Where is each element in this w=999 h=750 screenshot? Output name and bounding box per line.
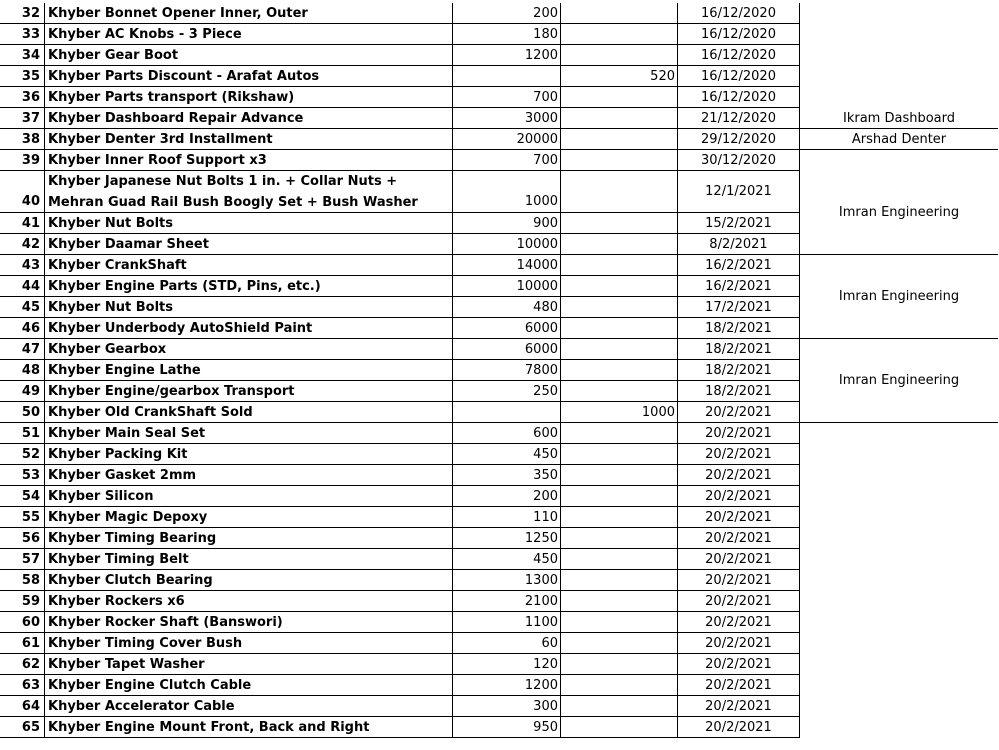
row-number-cell[interactable]: 62 [0,654,45,675]
description-cell[interactable]: Khyber Engine Clutch Cable [45,675,453,696]
expense-sheet [0,3,999,738]
credit-cell[interactable]: 520 [561,66,678,87]
amount-cell[interactable]: 480 [453,297,561,318]
note-cell[interactable]: Imran Engineering [800,255,998,339]
credit-cell[interactable] [561,276,678,297]
amount-cell[interactable]: 700 [453,87,561,108]
date-cell[interactable]: 20/2/2021 [678,675,800,696]
amount-cell[interactable]: 6000 [453,318,561,339]
amount-cell[interactable]: 450 [453,444,561,465]
credit-cell[interactable] [561,150,678,171]
row-number-cell[interactable]: 54 [0,486,45,507]
date-cell[interactable]: 30/12/2020 [678,150,800,171]
description-cell[interactable]: Khyber CrankShaft [45,255,453,276]
date-cell[interactable]: 18/2/2021 [678,318,800,339]
row-number-cell[interactable]: 64 [0,696,45,717]
credit-cell[interactable] [561,444,678,465]
credit-cell[interactable] [561,696,678,717]
table-row [0,591,999,612]
date-cell[interactable]: 20/2/2021 [678,423,800,444]
amount-cell[interactable]: 250 [453,381,561,402]
date-cell[interactable]: 16/12/2020 [678,45,800,66]
description-cell[interactable]: Khyber Nut Bolts [45,297,453,318]
note-cell[interactable]: Ikram Dashboard [800,108,998,129]
credit-cell[interactable] [561,612,678,633]
amount-cell[interactable]: 14000 [453,255,561,276]
note-cell[interactable]: Imran Engineering [800,171,998,255]
description-cell[interactable]: Khyber Engine Parts (STD, Pins, etc.) [45,276,453,297]
description-cell[interactable]: Khyber Magic Depoxy [45,507,453,528]
amount-cell[interactable]: 20000 [453,129,561,150]
date-cell[interactable]: 16/12/2020 [678,87,800,108]
date-cell[interactable]: 16/12/2020 [678,66,800,87]
description-cell[interactable]: Khyber Parts Discount - Arafat Autos [45,66,453,87]
amount-cell[interactable]: 450 [453,549,561,570]
date-cell[interactable]: 20/2/2021 [678,444,800,465]
row-number-cell[interactable]: 58 [0,570,45,591]
table-row [0,24,999,45]
table-row [0,549,999,570]
date-cell[interactable]: 18/2/2021 [678,339,800,360]
date-cell[interactable]: 20/2/2021 [678,528,800,549]
date-cell[interactable]: 20/2/2021 [678,402,800,423]
credit-cell[interactable] [561,234,678,255]
date-cell[interactable]: 20/2/2021 [678,612,800,633]
amount-cell[interactable]: 180 [453,24,561,45]
credit-cell[interactable] [561,549,678,570]
description-cell[interactable]: Khyber Gearbox [45,339,453,360]
credit-cell[interactable] [561,213,678,234]
row-number-cell[interactable]: 50 [0,402,45,423]
amount-cell[interactable]: 600 [453,423,561,444]
table-row [0,3,999,24]
description-cell[interactable]: Khyber Daamar Sheet [45,234,453,255]
row-number-cell[interactable]: 57 [0,549,45,570]
description-cell[interactable]: Khyber Rocker Shaft (Banswori) [45,612,453,633]
date-cell[interactable]: 16/12/2020 [678,24,800,45]
credit-cell[interactable] [561,318,678,339]
table-row [0,465,999,486]
row-number-cell[interactable]: 39 [0,150,45,171]
table-row [0,717,999,738]
credit-cell[interactable] [561,129,678,150]
table-row [0,150,999,171]
amount-cell[interactable]: 6000 [453,339,561,360]
description-cell[interactable]: Khyber Underbody AutoShield Paint [45,318,453,339]
row-number-cell[interactable]: 55 [0,507,45,528]
amount-cell[interactable]: 950 [453,717,561,738]
date-cell[interactable]: 20/2/2021 [678,696,800,717]
credit-cell[interactable] [561,339,678,360]
description-cell[interactable]: Khyber Main Seal Set [45,423,453,444]
date-cell[interactable]: 20/2/2021 [678,717,800,738]
amount-cell[interactable]: 200 [453,486,561,507]
row-number-cell[interactable]: 38 [0,129,45,150]
date-cell[interactable]: 20/2/2021 [678,570,800,591]
description-cell[interactable]: Khyber Engine Mount Front, Back and Right [45,717,453,738]
table-row [0,507,999,528]
row-number-cell[interactable]: 51 [0,423,45,444]
date-cell[interactable]: 16/12/2020 [678,3,800,24]
description-cell[interactable]: Khyber AC Knobs - 3 Piece [45,24,453,45]
row-number-cell[interactable]: 59 [0,591,45,612]
row-number-cell[interactable]: 49 [0,381,45,402]
description-cell[interactable]: Khyber Gasket 2mm [45,465,453,486]
credit-cell[interactable] [561,87,678,108]
date-cell[interactable]: 21/12/2020 [678,108,800,129]
row-number-cell[interactable]: 35 [0,66,45,87]
amount-cell[interactable]: 1100 [453,612,561,633]
description-cell[interactable]: Khyber Silicon [45,486,453,507]
description-cell[interactable]: Khyber Nut Bolts [45,213,453,234]
description-cell[interactable]: Khyber Rockers x6 [45,591,453,612]
amount-cell[interactable]: 60 [453,633,561,654]
date-cell[interactable]: 29/12/2020 [678,129,800,150]
description-cell[interactable]: Khyber Tapet Washer [45,654,453,675]
table-row [0,612,999,633]
row-number-cell[interactable]: 48 [0,360,45,381]
date-cell[interactable]: 8/2/2021 [678,234,800,255]
table-row [0,45,999,66]
row-number-cell[interactable]: 33 [0,24,45,45]
description-cell[interactable]: Khyber Denter 3rd Installment [45,129,453,150]
credit-cell[interactable] [561,675,678,696]
credit-cell[interactable] [561,633,678,654]
credit-cell[interactable] [561,465,678,486]
credit-cell[interactable] [561,360,678,381]
table-row [0,696,999,717]
description-cell[interactable]: Khyber Gear Boot [45,45,453,66]
row-number-cell[interactable]: 52 [0,444,45,465]
credit-cell[interactable] [561,255,678,276]
date-cell[interactable]: 20/2/2021 [678,465,800,486]
credit-cell[interactable] [561,507,678,528]
description-cell[interactable]: Khyber Timing Cover Bush [45,633,453,654]
amount-cell[interactable]: 7800 [453,360,561,381]
credit-cell[interactable] [561,3,678,24]
row-number-cell[interactable]: 61 [0,633,45,654]
description-cell[interactable]: Khyber Engine/gearbox Transport [45,381,453,402]
date-cell[interactable]: 12/1/2021 [678,171,800,213]
description-cell[interactable]: Khyber Packing Kit [45,444,453,465]
table-row [0,633,999,654]
row-number-cell[interactable]: 45 [0,297,45,318]
amount-cell[interactable]: 110 [453,507,561,528]
amount-cell[interactable]: 10000 [453,276,561,297]
row-number-cell[interactable]: 40 [0,171,45,213]
table-row [0,87,999,108]
amount-cell[interactable]: 1200 [453,675,561,696]
row-number-cell[interactable]: 41 [0,213,45,234]
date-cell[interactable]: 15/2/2021 [678,213,800,234]
row-number-cell[interactable]: 44 [0,276,45,297]
amount-cell[interactable]: 1250 [453,528,561,549]
date-cell[interactable]: 17/2/2021 [678,297,800,318]
row-number-cell[interactable]: 32 [0,3,45,24]
credit-cell[interactable] [561,717,678,738]
date-cell[interactable]: 20/2/2021 [678,549,800,570]
amount-cell[interactable]: 700 [453,150,561,171]
credit-cell[interactable] [561,24,678,45]
table-row [0,486,999,507]
amount-cell[interactable]: 3000 [453,108,561,129]
row-number-cell[interactable]: 65 [0,717,45,738]
amount-cell[interactable]: 900 [453,213,561,234]
credit-cell[interactable] [561,528,678,549]
amount-cell[interactable]: 1200 [453,45,561,66]
row-number-cell[interactable]: 36 [0,87,45,108]
table-row [0,675,999,696]
table-row [0,570,999,591]
amount-cell[interactable]: 1300 [453,570,561,591]
description-cell[interactable]: Khyber Inner Roof Support x3 [45,150,453,171]
row-number-cell[interactable]: 60 [0,612,45,633]
credit-cell[interactable]: 1000 [561,402,678,423]
date-cell[interactable]: 20/2/2021 [678,591,800,612]
credit-cell[interactable] [561,297,678,318]
amount-cell[interactable] [453,402,561,423]
row-number-cell[interactable]: 47 [0,339,45,360]
table-row [0,423,999,444]
credit-cell[interactable] [561,486,678,507]
description-cell[interactable]: Khyber Accelerator Cable [45,696,453,717]
credit-cell[interactable] [561,381,678,402]
credit-cell[interactable] [561,654,678,675]
row-number-cell[interactable]: 53 [0,465,45,486]
row-number-cell[interactable]: 42 [0,234,45,255]
amount-cell[interactable]: 10000 [453,234,561,255]
description-cell[interactable]: Khyber Clutch Bearing [45,570,453,591]
date-cell[interactable]: 18/2/2021 [678,381,800,402]
date-cell[interactable]: 20/2/2021 [678,486,800,507]
table-row [0,654,999,675]
date-cell[interactable]: 16/2/2021 [678,276,800,297]
row-number-cell[interactable]: 46 [0,318,45,339]
credit-cell[interactable] [561,423,678,444]
amount-cell[interactable]: 300 [453,696,561,717]
credit-cell[interactable] [561,108,678,129]
amount-cell[interactable]: 1000 [453,171,561,213]
row-number-cell[interactable]: 34 [0,45,45,66]
date-cell[interactable]: 20/2/2021 [678,507,800,528]
credit-cell[interactable] [561,570,678,591]
description-cell[interactable]: Khyber Dashboard Repair Advance [45,108,453,129]
description-cell[interactable]: Khyber Timing Bearing [45,528,453,549]
description-cell[interactable]: Khyber Old CrankShaft Sold [45,402,453,423]
credit-cell[interactable] [561,171,678,213]
description-cell[interactable]: Khyber Timing Belt [45,549,453,570]
row-number-cell[interactable]: 56 [0,528,45,549]
row-number-cell[interactable]: 63 [0,675,45,696]
date-cell[interactable]: 16/2/2021 [678,255,800,276]
description-cell[interactable]: Khyber Parts transport (Rikshaw) [45,87,453,108]
row-number-cell[interactable]: 43 [0,255,45,276]
note-cell[interactable]: Imran Engineering [800,339,998,423]
amount-cell[interactable]: 2100 [453,591,561,612]
amount-cell[interactable]: 120 [453,654,561,675]
date-cell[interactable]: 20/2/2021 [678,654,800,675]
date-cell[interactable]: 18/2/2021 [678,360,800,381]
table-row [0,528,999,549]
credit-cell[interactable] [561,591,678,612]
table-row [0,444,999,465]
note-cell[interactable]: Arshad Denter [800,129,998,150]
description-cell[interactable]: Khyber Engine Lathe [45,360,453,381]
table-row [0,66,999,87]
amount-cell[interactable] [453,66,561,87]
description-cell[interactable]: Khyber Bonnet Opener Inner, Outer [45,3,453,24]
amount-cell[interactable]: 350 [453,465,561,486]
date-cell[interactable]: 20/2/2021 [678,633,800,654]
credit-cell[interactable] [561,45,678,66]
row-number-cell[interactable]: 37 [0,108,45,129]
description-cell[interactable]: Khyber Japanese Nut Bolts 1 in. + Collar Nuts + Mehran Guad Rail Bush Boogly Set + Bush Washer [45,171,453,213]
amount-cell[interactable]: 200 [453,3,561,24]
